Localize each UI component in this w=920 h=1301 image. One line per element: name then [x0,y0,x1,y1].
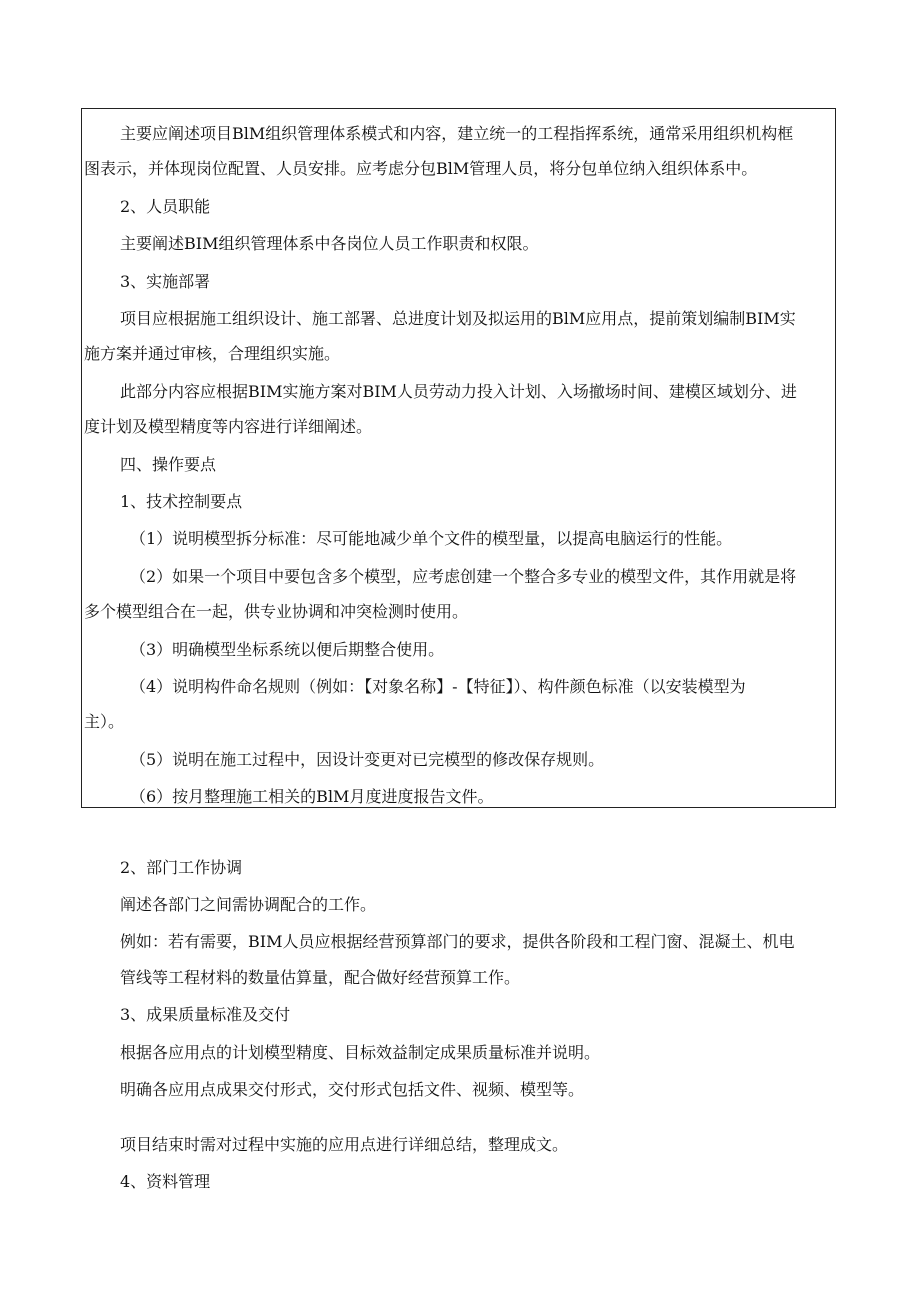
box-paragraph-line: 施方案并通过审核，合理组织实施。 [84,344,341,363]
box-heading: 1、技术控制要点 [120,492,243,511]
box-paragraph-line: 主要阐述BIM组织管理体系中各岗位人员工作职责和权限。 [120,234,539,253]
box-heading: 四、操作要点 [120,455,217,474]
box-paragraph-line: 项目应根据施工组织设计、施工部署、总进度计划及拟运用的BlM应用点，提前策划编制BIM实 [120,309,796,328]
body-paragraph-line: 项目结束时需对过程中实施的应用点进行详细总结，整理成文。 [120,1135,569,1154]
section-heading: 4、资料管理 [120,1172,211,1191]
box-list-item: （2）如果一个项目中要包含多个模型，应考虑创建一个整合多专业的模型文件，其作用就是将 [130,567,797,586]
box-list-item: （1）说明模型拆分标准：尽可能地减少单个文件的模型量，以提高电脑运行的性能。 [130,529,733,548]
section-heading: 2、部门工作协调 [120,858,243,877]
box-paragraph-line: 度计划及模型精度等内容进行详细阐述。 [84,417,373,436]
box-heading: 2、人员职能 [120,197,211,216]
section-heading: 3、成果质量标准及交付 [120,1005,291,1024]
body-paragraph-line: 例如：若有需要，BIM人员应根据经营预算部门的要求，提供各阶段和工程门窗、混凝土、机电 [120,932,795,951]
body-paragraph-line: 管线等工程材料的数量估算量，配合做好经营预算工作。 [120,968,521,987]
box-list-item: （3）明确模型坐标系统以便后期整合使用。 [130,640,445,659]
box-paragraph-line: 此部分内容应根据BIM实施方案对BIM人员劳动力投入计划、入场撤场时间、建模区域划分、进 [120,382,797,401]
box-list-item: （4）说明构件命名规则（例如：【对象名称】-【特征】）、构件颜色标准（以安装模型为 [130,677,746,696]
box-list-item: 多个模型组合在一起，供专业协调和冲突检测时使用。 [84,602,469,621]
box-list-item: 主）。 [84,712,125,731]
box-paragraph-line: 图表示，并体现岗位配置、人员安排。应考虑分包BlM管理人员，将分包单位纳入组织体系中。 [84,159,758,178]
box-list-item: （5）说明在施工过程中，因设计变更对已完模型的修改保存规则。 [130,750,605,769]
body-paragraph-line: 阐述各部门之间需协调配合的工作。 [120,895,377,914]
box-list-item: （6）按月整理施工相关的BlM月度进度报告文件。 [130,787,494,806]
body-paragraph-line: 明确各应用点成果交付形式，交付形式包括文件、视频、模型等。 [120,1080,585,1099]
body-paragraph-line: 根据各应用点的计划模型精度、目标效益制定成果质量标准并说明。 [120,1043,601,1062]
box-paragraph-line: 主要应阐述项目BlM组织管理体系模式和内容，建立统一的工程指挥系统，通常采用组织机构框 [120,124,794,143]
box-heading: 3、实施部署 [120,272,211,291]
